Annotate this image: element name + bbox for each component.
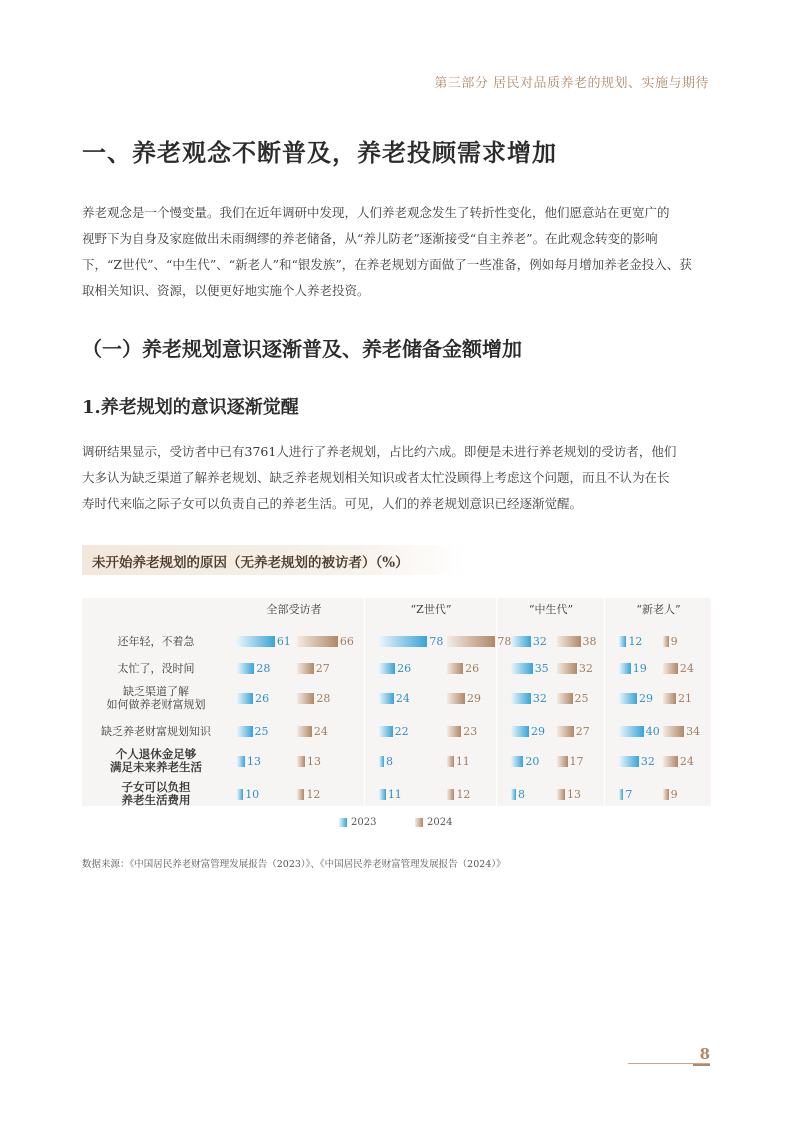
legend-swatch-2023 (339, 818, 347, 827)
bar-value-2024: 29 (466, 692, 481, 705)
point-line: 调研结果显示，受访者中已有3761人进行了养老规划，占比约六成。即便是未进行养老规划的受访者，他们 (82, 444, 677, 459)
bar-2024 (663, 663, 678, 674)
bar-value-2023: 22 (394, 725, 409, 738)
intro-line: 取相关知识、资源，以便更好地实施个人养老投资。 (82, 283, 370, 298)
bar-2023 (619, 789, 623, 800)
bar-value-2024: 23 (463, 725, 478, 738)
bar-2023 (619, 693, 637, 704)
bar-2024 (663, 726, 684, 737)
bar-2023 (511, 726, 529, 737)
bar-2024 (447, 693, 465, 704)
bar-value-2024: 34 (686, 725, 701, 738)
category-label (92, 635, 220, 648)
category-label (92, 685, 220, 711)
bar-value-2024: 26 (465, 662, 480, 675)
group-label: “Z世代” (410, 603, 452, 616)
intro-paragraph (82, 200, 712, 304)
bar-value-2024: 13 (567, 788, 582, 801)
category-label-line: 养老生活费用 (121, 793, 191, 807)
bar-value-2024: 11 (455, 755, 470, 768)
bar-2024 (557, 693, 573, 704)
bar-2023 (511, 693, 531, 704)
bar-value-2023: 26 (397, 662, 412, 675)
bar-2024 (557, 636, 581, 647)
point-line: 寿时代来临之际子女可以负责自己的养老生活。可见，人们的养老规划意识已经逐渐觉醒。 (82, 496, 583, 511)
bar-value-2023: 28 (256, 662, 271, 675)
bar-value-2023: 32 (532, 635, 547, 648)
bar-2023 (379, 636, 427, 647)
column-divider (604, 598, 605, 806)
bar-2024 (447, 756, 454, 767)
bar-2024 (447, 663, 463, 674)
bar-value-2024: 66 (339, 635, 354, 648)
bar-value-2023: 11 (387, 788, 402, 801)
category-label-line: 还年轻，不着急 (117, 634, 195, 648)
category-label (92, 748, 220, 774)
bar-2023 (379, 726, 393, 737)
bar-value-2024: 13 (307, 755, 322, 768)
bar-value-2023: 20 (525, 755, 540, 768)
legend-label-2023: 2023 (351, 817, 377, 828)
bar-value-2023: 8 (517, 788, 525, 801)
column-divider (364, 598, 365, 806)
bar-2024 (663, 693, 676, 704)
bar-value-2023: 24 (395, 692, 410, 705)
intro-line: 视野下为自身及家庭做出未雨绸缪的养老储备，从“养儿防老”逐渐接受“自主养老”。在此观念转变的影响 (82, 231, 658, 246)
bar-2024 (447, 726, 461, 737)
category-label-line: 子女可以负担 (121, 780, 191, 794)
bar-value-2023: 26 (255, 692, 270, 705)
bar-value-2023: 78 (429, 635, 444, 648)
page-number-underline (693, 1064, 710, 1066)
bar-value-2023: 8 (385, 755, 393, 768)
bar-2024 (297, 663, 314, 674)
bar-value-2024: 27 (315, 662, 330, 675)
bar-value-2024: 25 (574, 692, 589, 705)
category-label-line: 如何做养老财富规划 (106, 698, 206, 711)
chart-title: 未开始养老规划的原因（无养老规划的被访者）（%） (92, 555, 409, 571)
bar-2024 (663, 789, 669, 800)
point-title: 1.养老规划的意识逐渐觉醒 (82, 397, 299, 418)
category-label-line: 满足未来养老生活 (110, 760, 202, 774)
bar-value-2024: 24 (679, 755, 694, 768)
bar-value-2024: 27 (575, 725, 590, 738)
subsection-title: （一）养老规划意识逐渐普及、养老储备金额增加 (82, 337, 522, 361)
bar-value-2023: 29 (638, 692, 653, 705)
bar-2024 (557, 789, 565, 800)
bar-2023 (379, 693, 394, 704)
bar-2023 (237, 693, 253, 704)
bar-2024 (663, 636, 669, 647)
bar-value-2023: 13 (247, 755, 262, 768)
bar-2023 (379, 756, 384, 767)
intro-line: 下，“Z世代”、“中生代”、“新老人”和“银发族”，在养老规划方面做了一些准备，例如每月增加养老金投入、获 (82, 257, 692, 272)
data-source: 数据来源：《中国居民养老财富管理发展报告（2023）》、《中国居民养老财富管理发展报告（2024）》 (82, 859, 506, 870)
group-label: “中生代” (528, 603, 574, 616)
bar-2023 (237, 636, 275, 647)
section-header: 第三部分 居民对品质养老的规划、实施与期待 (434, 76, 709, 91)
section-title: 一、养老观念不断普及，养老投顾需求增加 (82, 138, 557, 167)
bar-2024 (447, 789, 454, 800)
bar-2024 (297, 756, 305, 767)
category-label-line: 缺乏渠道了解 (123, 685, 189, 698)
bar-value-2024: 21 (678, 692, 693, 705)
bar-2023 (511, 756, 523, 767)
category-label (92, 662, 220, 675)
legend-swatch-2024 (415, 818, 423, 827)
bar-2023 (619, 663, 631, 674)
bar-value-2023: 29 (530, 725, 545, 738)
page-number: 8 (699, 1045, 710, 1063)
bar-value-2023: 32 (532, 692, 547, 705)
bar-value-2024: 38 (582, 635, 597, 648)
intro-line: 养老观念是一个慢变量。我们在近年调研中发现，人们养老观念发生了转折性变化，他们愿意站在更宽广的 (82, 205, 670, 220)
bar-value-2023: 25 (254, 725, 269, 738)
legend-label-2024: 2024 (427, 817, 453, 828)
bar-2023 (511, 789, 516, 800)
bar-value-2023: 10 (245, 788, 260, 801)
bar-value-2024: 28 (316, 692, 331, 705)
bar-2024 (297, 636, 338, 647)
bar-2024 (557, 663, 577, 674)
category-label-line: 个人退休金足够 (115, 747, 197, 761)
category-label (92, 781, 220, 807)
bar-2023 (237, 726, 253, 737)
point-line: 大多认为缺乏渠道了解养老规划、缺乏养老规划相关知识或者太忙没顾得上考虑这个问题，而且不认为在长 (82, 470, 670, 485)
bar-value-2024: 24 (679, 662, 694, 675)
bar-value-2024: 9 (670, 788, 678, 801)
bar-value-2024: 9 (670, 635, 678, 648)
bar-value-2023: 61 (276, 635, 291, 648)
bar-value-2023: 32 (640, 755, 655, 768)
bar-2024 (297, 693, 314, 704)
bar-value-2024: 17 (569, 755, 584, 768)
bar-value-2024: 12 (306, 788, 321, 801)
bar-2023 (619, 726, 644, 737)
bar-value-2023: 19 (632, 662, 647, 675)
bar-2023 (237, 756, 245, 767)
bar-2023 (237, 663, 254, 674)
category-label (92, 725, 220, 738)
bar-2024 (663, 756, 678, 767)
group-label: 全部受访者 (266, 603, 322, 616)
bar-value-2023: 7 (625, 788, 633, 801)
bar-2023 (511, 663, 533, 674)
group-label: “新老人” (636, 603, 681, 616)
bar-2023 (619, 756, 639, 767)
bar-value-2024: 24 (313, 725, 328, 738)
category-label-line: 太忙了，没时间 (117, 661, 195, 675)
bar-value-2024: 32 (578, 662, 593, 675)
bar-2024 (557, 756, 568, 767)
column-divider (496, 598, 497, 806)
bar-2024 (447, 636, 495, 647)
bar-2023 (237, 789, 243, 800)
category-label-line: 缺乏养老财富规划知识 (101, 724, 211, 738)
bar-2023 (619, 636, 626, 647)
point-paragraph (82, 439, 712, 517)
bar-2023 (511, 636, 531, 647)
bar-2024 (297, 789, 304, 800)
bar-value-2023: 12 (628, 635, 643, 648)
bar-2023 (379, 789, 386, 800)
bar-2023 (379, 663, 395, 674)
bar-value-2023: 35 (534, 662, 549, 675)
bar-value-2024: 12 (456, 788, 471, 801)
bar-value-2023: 40 (645, 725, 660, 738)
bar-2024 (557, 726, 574, 737)
bar-value-2024: 78 (497, 635, 512, 648)
bar-2024 (297, 726, 312, 737)
